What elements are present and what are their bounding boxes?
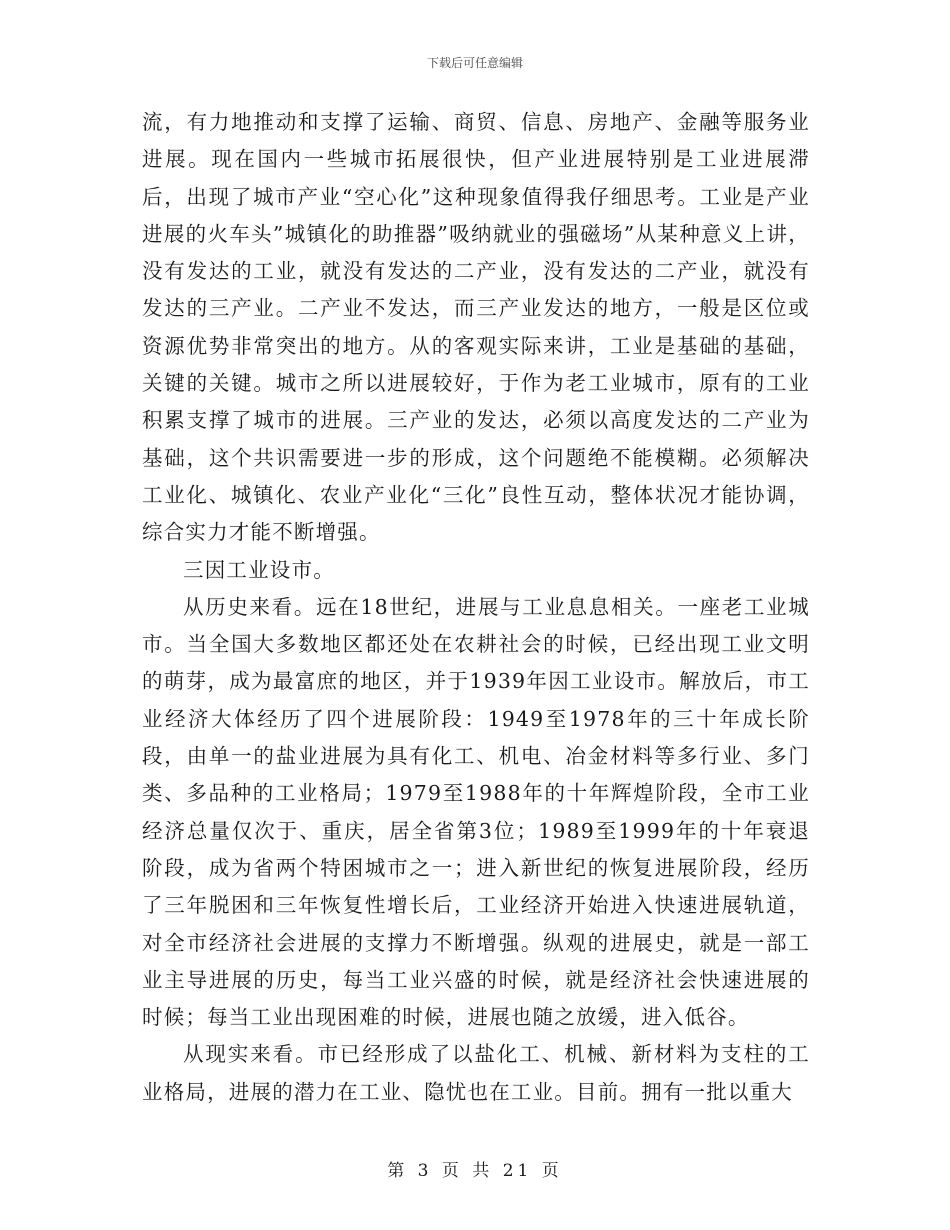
paragraph: 流，有力地推动和支撑了运输、商贸、信息、房地产、金融等服务业进展。现在国内一些城市拓展很快，但产业进展特别是工业进展滞后，出现了城市产业“空心化”这种现象值得我仔细思考。工业是产业进展的火车头”城镇化的助推器”吸纳就业的强磁场”从某种意义上讲，没有发达的工业，就没有发达的二产业，没有发达的二产业，就没有发达的三产业。二产业不发达，而三产业发达的地方，一般是区位或资源优势非常突出的地方。从的客观实际来讲，工业是基础的基础，关键的关键。城市之所以进展较好，于作为老工业城市，原有的工业积累支撑了城市的进展。三产业的发达，必须以高度发达的二产业为基础，这个共识需要进一步的形成，这个问题绝不能模糊。必须解决工业化、城镇化、农业产业化“三化”良性互动，整体状况才能协调，综合实力才能不断增强。 (142, 110, 810, 545)
page-footer: 第 3 页 共 21 页 (387, 1161, 563, 1181)
document-body (142, 104, 810, 1111)
paragraph: 从现实来看。市已经形成了以盐化工、机械、新材料为支柱的工业格局，进展的潜力在工业、隐忧也在工业。目前。拥有一批以重大 (142, 1042, 810, 1104)
page-header: 下载后可任意编辑 (426, 56, 523, 70)
section-heading: 三因工业设市。 (183, 557, 335, 582)
paragraph: 从历史来看。远在18世纪，进展与工业息息相关。一座老工业城市。当全国大多数地区都还处在农耕社会的时候，已经出现工业文明的萌芽，成为最富庶的地区，并于1939年因工业设市。解放后，市工业经济大体经历了四个进展阶段：1949至1978年的三十年成长阶段，由单一的盐业进展为具有化工、机电、冶金材料等多行业、多门类、多品种的工业格局；1979至1988年的十年辉煌阶段，全市工业经济总量仅次于、重庆，居全省第3位；1989至1999年的十年衰退阶段，成为省两个特困城市之一；进入新世纪的恢复进展阶段，经历了三年脱困和三年恢复性增长后，工业经济开始进入快速进展轨道，对全市经济社会进展的支撑力不断增强。纵观的进展史，就是一部工业主导进展的历史，每当工业兴盛的时候，就是经济社会快速进展的时候；每当工业出现困难的时候，进展也随之放缓，进入低谷。 (142, 594, 810, 1030)
